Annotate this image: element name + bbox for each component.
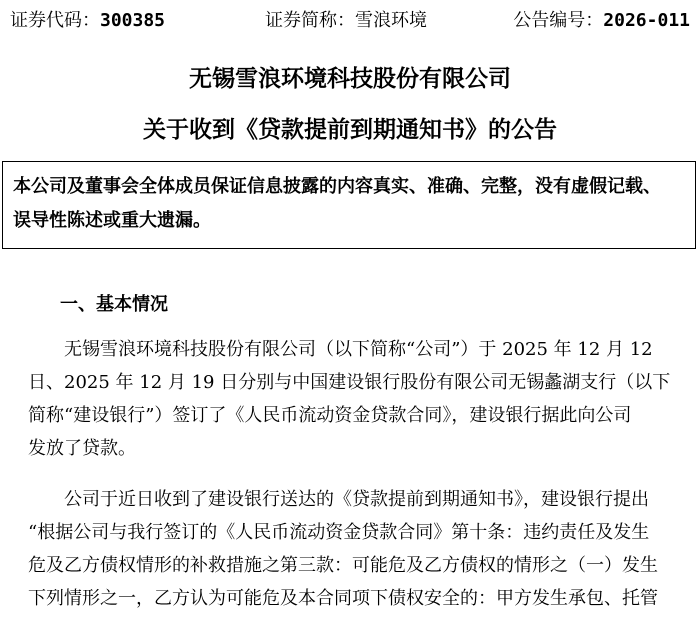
paragraph-line: 危及乙方债权情形的补救措施之第三款：可能危及乙方债权的情形之（一）发生 bbox=[28, 555, 658, 576]
paragraph-line: 发放了贷款。 bbox=[28, 438, 136, 459]
stock-code bbox=[10, 6, 165, 32]
stock-abbreviation bbox=[265, 6, 427, 32]
stock-abbreviation-value: 雪浪环境 bbox=[355, 10, 427, 31]
board-guarantee-notice bbox=[2, 161, 696, 249]
announcement-number-label: 公告编号： bbox=[513, 10, 604, 31]
stock-code-label: 证券代码： bbox=[10, 10, 100, 31]
announcement-title: 关于收到《贷款提前到期通知书》的公告 bbox=[143, 117, 557, 143]
paragraph-line: 无锡雪浪环境科技股份有限公司（以下简称“公司”）于 2025 年 12 月 12 bbox=[64, 339, 653, 360]
announcement-number-value: 2026-011 bbox=[603, 10, 690, 31]
paragraph-line: 简称“建设银行”）签订了《人民币流动资金贷款合同》，建设银行据此向公司 bbox=[28, 405, 632, 426]
paragraph-line: 下列情形之一，乙方认为可能危及本合同项下债权安全的：甲方发生承包、托管 bbox=[28, 588, 658, 609]
stock-abbreviation-label: 证券简称： bbox=[265, 10, 355, 31]
notice-line: 本公司及董事会全体成员保证信息披露的内容真实、准确、完整，没有虚假记载、 bbox=[13, 176, 661, 197]
paragraph bbox=[28, 333, 683, 465]
company-title: 无锡雪浪环境科技股份有限公司 bbox=[189, 66, 511, 92]
announcement-number bbox=[513, 6, 690, 32]
paragraph-line: 公司于近日收到了建设银行送达的《贷款提前到期通知书》，建设银行提出 bbox=[64, 489, 649, 510]
notice-line: 误导性陈述或重大遗漏。 bbox=[13, 210, 211, 231]
paragraph-line: “根据公司与我行签订的《人民币流动资金贷款合同》第十条：违约责任及发生 bbox=[28, 522, 650, 543]
paragraph-line: 日、2025 年 12 月 19 日分别与中国建设银行股份有限公司无锡蠡湖支行（以下 bbox=[28, 372, 671, 393]
stock-code-value: 300385 bbox=[100, 10, 166, 31]
section-heading: 一、基本情况 bbox=[60, 294, 168, 315]
announcement-header bbox=[10, 6, 690, 32]
paragraph bbox=[28, 483, 683, 615]
